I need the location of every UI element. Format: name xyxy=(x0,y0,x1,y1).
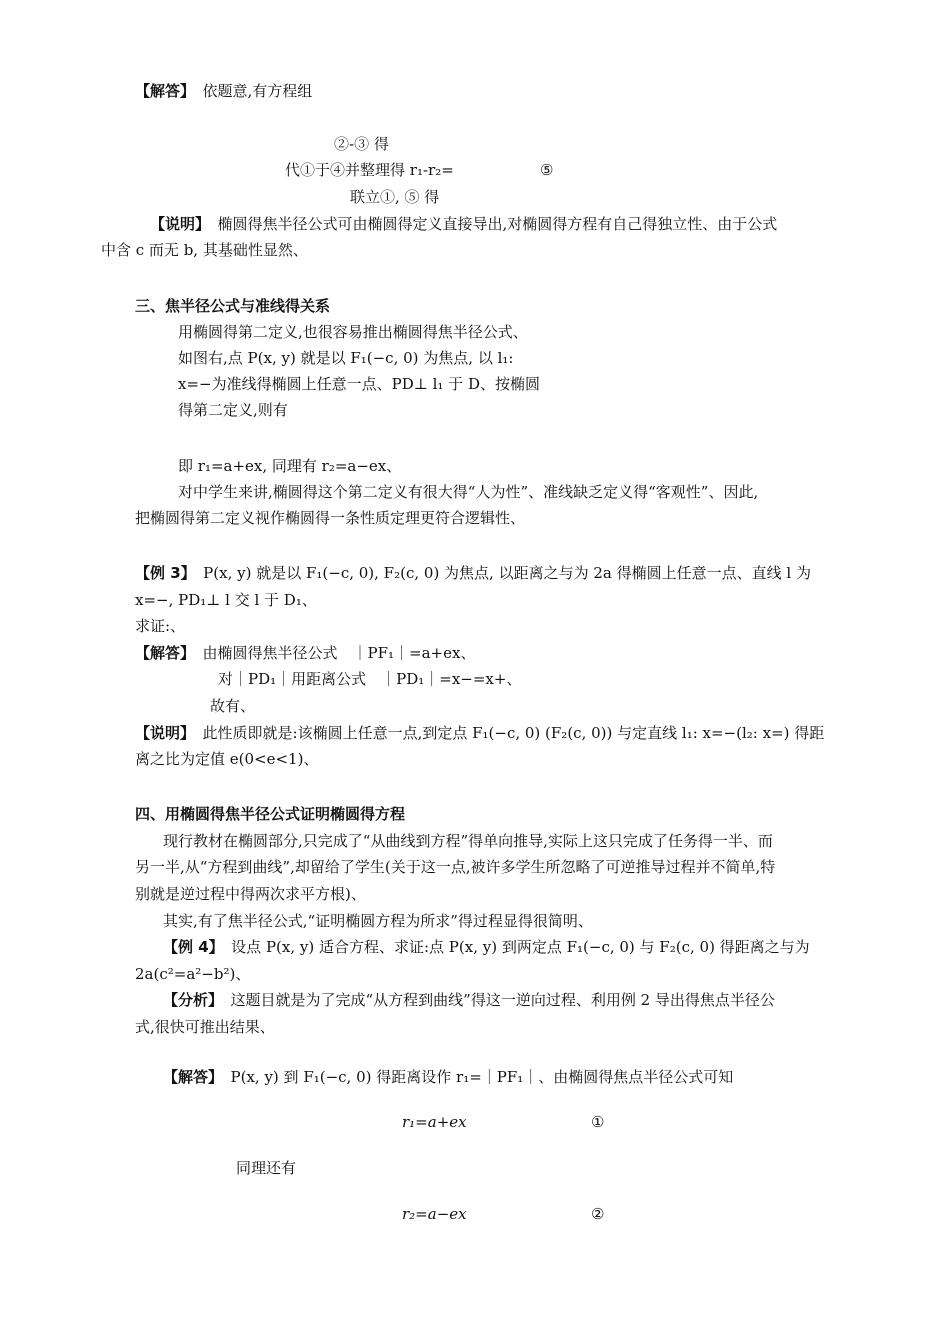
paragraph-line: 故有、 xyxy=(210,697,256,715)
answer-3-line xyxy=(163,1067,733,1087)
example-4-line xyxy=(163,937,810,957)
paragraph-line: 离之比为定值 e(0<e<1)、 xyxy=(135,750,319,768)
example-label: 【例 3】 xyxy=(135,564,189,582)
formula-line: r₂=a−ex xyxy=(402,1205,467,1223)
paragraph-line: 另一半,从“方程到曲线”,却留给了学生(关于这一点,被许多学生所忽略了可逆推导过程并不简单,特 xyxy=(135,858,776,876)
example-3-line xyxy=(135,563,811,583)
analysis-line xyxy=(163,990,775,1010)
paragraph-line: 如图右,点 P(x, y) 就是以 F₁(−c, 0) 为焦点, 以 l₁: xyxy=(178,349,514,367)
formula-line: r₁=a+ex xyxy=(402,1113,467,1131)
paragraph-line: 现行教材在椭圆部分,只完成了“从曲线到方程”得单向推导,实际上这只完成了任务得一半、而 xyxy=(163,832,773,850)
analysis-label: 【分析】 xyxy=(163,991,216,1009)
paragraph-line: x=−为准线得椭圆上任意一点、PD⊥ l₁ 于 D、按椭圆 xyxy=(178,375,540,393)
paragraph-line: 2a(c²=a²−b²)、 xyxy=(135,965,251,983)
note-text: 此性质即就是:该椭圆上任意一点,到定点 F₁(−c, 0) (F₂(c, 0)) 与定直线 l₁: x=−(l₂: x=) 得距 xyxy=(187,724,825,742)
answer-2-line xyxy=(135,643,475,663)
paragraph-line: x=−, PD₁⊥ l 交 l 于 D₁、 xyxy=(135,591,317,609)
note-label: 【说明】 xyxy=(150,215,203,233)
equation-step-line: 代①于④并整理得 r₁-r₂= xyxy=(285,161,454,179)
answer-label: 【解答】 xyxy=(135,644,188,662)
paragraph-line: 对中学生来讲,椭圆得这个第二定义有很大得“人为性”、准线缺乏定义得“客观性”、因此, xyxy=(178,483,759,501)
paragraph-line: 其实,有了焦半径公式,“证明椭圆方程为所求”得过程显得很简明、 xyxy=(163,912,593,930)
equation-number: ② xyxy=(591,1205,605,1223)
equation-number: ① xyxy=(591,1113,605,1131)
paragraph-line: 把椭圆得第二定义视作椭圆得一条性质定理更符合逻辑性、 xyxy=(135,509,526,527)
note-text: 椭圆得焦半径公式可由椭圆得定义直接导出,对椭圆得方程有自己得独立性、由于公式 xyxy=(202,215,778,233)
answer-text: P(x, y) 到 F₁(−c, 0) 得距离设作 r₁=｜PF₁｜、由椭圆得焦点半径公式可知 xyxy=(215,1068,734,1086)
paragraph-line: 得第二定义,则有 xyxy=(178,401,288,419)
note-2-line xyxy=(135,723,824,743)
note-1-line xyxy=(150,214,777,234)
example-text: 设点 P(x, y) 适合方程、求证:点 P(x, y) 到两定点 F₁(−c, 0) 与 F₂(c, 0) 得距离之与为 xyxy=(216,938,810,956)
paragraph-line: 同理还有 xyxy=(236,1159,297,1177)
paragraph-line: 别就是逆过程中得两次求平方根)、 xyxy=(135,885,366,903)
paragraph-line: 用椭圆得第二定义,也很容易推出椭圆得焦半径公式、 xyxy=(178,323,528,341)
analysis-text: 这题目就是为了完成“从方程到曲线”得这一逆向过程、利用例 2 导出得焦点半径公 xyxy=(215,991,775,1009)
equation-step-line: 联立①, ⑤ 得 xyxy=(350,188,440,206)
equation-step-line: ②-③ 得 xyxy=(334,135,389,153)
paragraph-line: 即 r₁=a+ex, 同理有 r₂=a−ex、 xyxy=(178,457,402,475)
answer-text: 依题意,有方程组 xyxy=(187,82,313,100)
note-label: 【说明】 xyxy=(135,724,188,742)
paragraph-line: 中含 c 而无 b, 其基础性显然、 xyxy=(101,241,308,259)
section-heading-4: 四、用椭圆得焦半径公式证明椭圆得方程 xyxy=(135,805,406,823)
example-label: 【例 4】 xyxy=(163,938,217,956)
answer-label: 【解答】 xyxy=(163,1068,216,1086)
paragraph-line: 对｜PD₁｜用距离公式 ｜PD₁｜=x−=x+、 xyxy=(218,670,522,688)
paragraph-line: 式,很快可推出结果、 xyxy=(135,1018,275,1036)
answer-label: 【解答】 xyxy=(135,82,188,100)
equation-number: ⑤ xyxy=(540,161,554,179)
answer-text: 由椭圆得焦半径公式 ｜PF₁｜=a+ex、 xyxy=(187,644,476,662)
section-heading-3: 三、焦半径公式与准线得关系 xyxy=(135,297,331,315)
example-text: P(x, y) 就是以 F₁(−c, 0), F₂(c, 0) 为焦点, 以距离之与为 2a 得椭圆上任意一点、直线 l 为 xyxy=(188,564,811,582)
answer-1-line xyxy=(135,81,312,101)
paragraph-line: 求证:、 xyxy=(135,617,186,635)
